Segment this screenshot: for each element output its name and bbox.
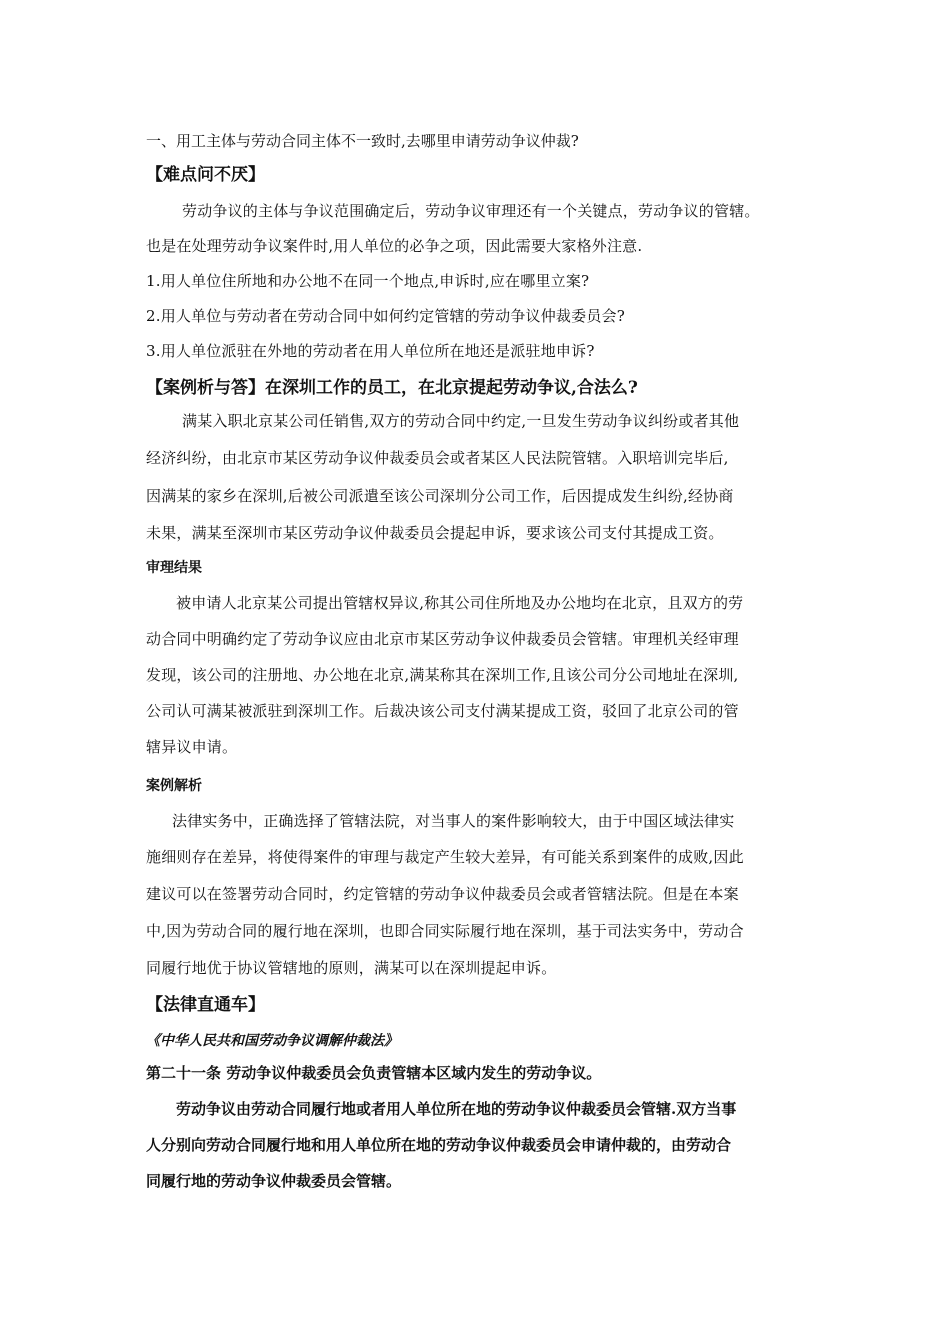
analysis-line: 法律实务中，正确选择了管辖法院，对当事人的案件影响较大，由于中国区域法律实	[172, 812, 735, 830]
case-line: 满某入职北京某公司任销售,双方的劳动合同中约定,一旦发生劳动争议纠纷或者其他	[182, 412, 740, 430]
result-line: 发现，该公司的注册地、办公地在北京,满某称其在深圳工作,且该公司分公司地址在深圳,	[146, 666, 739, 684]
law-title: 《中华人民共和国劳动争议调解仲裁法》	[146, 1033, 398, 1049]
analysis-line: 同履行地优于协议管辖地的原则，满某可以在深圳提起申诉。	[146, 959, 557, 977]
result-line: 被申请人北京某公司提出管辖权异议,称其公司住所地及办公地均在北京，且双方的劳	[176, 594, 744, 612]
difficulty-question: 2.用人单位与劳动者在劳动合同中如何约定管辖的劳动争议仲裁委员会?	[146, 307, 625, 325]
difficulty-question: 3.用人单位派驻在外地的劳动者在用人单位所在地还是派驻地申诉?	[146, 342, 595, 360]
law-line: 同履行地的劳动争议仲裁委员会管辖。	[146, 1172, 402, 1190]
case-line: 经济纠纷，由北京市某区劳动争议仲裁委员会或者某区人民法院管辖。入职培训完毕后,	[146, 449, 729, 467]
analysis-heading: 案例解析	[146, 778, 202, 794]
analysis-line: 中,因为劳动合同的履行地在深圳，也即合同实际履行地在深圳，基于司法实务中，劳动合	[146, 922, 744, 940]
law-heading: 【法律直通车】	[146, 995, 265, 1015]
analysis-line: 施细则存在差异，将使得案件的审理与裁定产生较大差异，有可能关系到案件的成败,因此	[146, 848, 744, 866]
difficulty-question: 1.用人单位住所地和办公地不在同一个地点,申诉时,应在哪里立案?	[146, 272, 590, 290]
difficulty-intro-line: 劳动争议的主体与争议范围确定后，劳动争议审理还有一个关键点，劳动争议的管辖。	[182, 202, 760, 220]
question-title: 一、用工主体与劳动合同主体不一致时,去哪里申请劳动争议仲裁?	[146, 132, 579, 150]
result-line: 动合同中明确约定了劳动争议应由北京市某区劳动争议仲裁委员会管辖。审理机关经审理	[146, 630, 739, 648]
case-headline: 在深圳工作的员工，在北京提起劳动争议,合法么?	[265, 378, 638, 398]
analysis-line: 建议可以在签署劳动合同时，约定管辖的劳动争议仲裁委员会或者管辖法院。但是在本案	[146, 885, 739, 903]
result-heading: 审理结果	[146, 560, 202, 576]
case-heading: 【案例析与答】	[146, 378, 265, 398]
difficulty-intro-line: 也是在处理劳动争议案件时,用人单位的必争之项，因此需要大家格外注意.	[146, 237, 643, 255]
law-line: 劳动争议由劳动合同履行地或者用人单位所在地的劳动争议仲裁委员会管辖.双方当事	[176, 1100, 737, 1118]
case-heading-line	[146, 373, 638, 398]
difficulty-heading: 【难点问不厌】	[146, 165, 265, 185]
law-line: 人分别向劳动合同履行地和用人单位所在地的劳动争议仲裁委员会申请仲裁的，由劳动合	[146, 1136, 732, 1154]
result-line: 公司认可满某被派驻到深圳工作。后裁决该公司支付满某提成工资，驳回了北京公司的管	[146, 702, 739, 720]
case-line: 因满某的家乡在深圳,后被公司派遣至该公司深圳分公司工作，后因提成发生纠纷,经协商	[146, 487, 734, 505]
case-line: 未果，满某至深圳市某区劳动争议仲裁委员会提起申诉，要求该公司支付其提成工资。	[146, 524, 724, 542]
result-line: 辖异议申请。	[146, 738, 238, 756]
law-article: 第二十一条 劳动争议仲裁委员会负责管辖本区域内发生的劳动争议。	[146, 1064, 602, 1082]
